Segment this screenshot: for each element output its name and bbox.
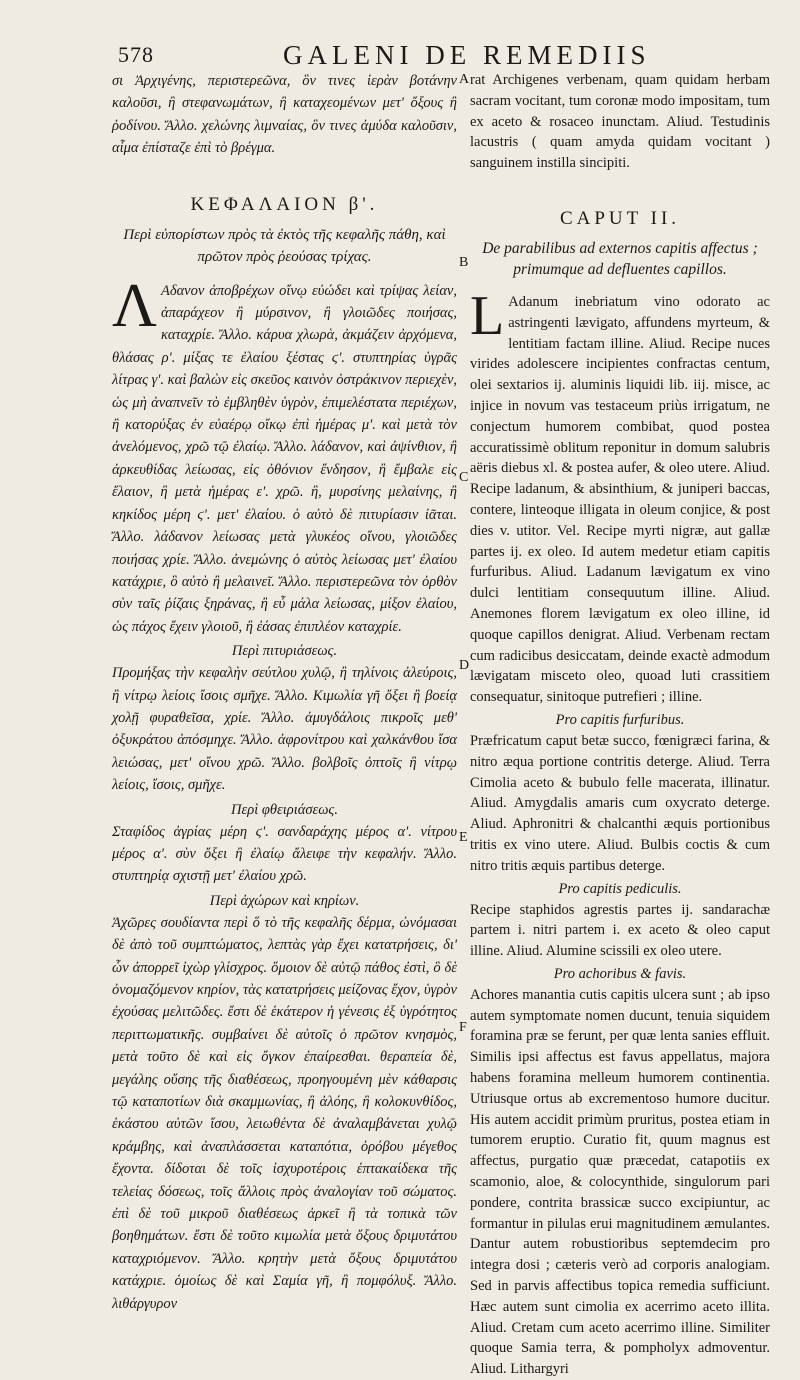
latin-paragraph-3: Recipe staphidos agrestis partes ij. sandarachæ partem i. nitri partem i. ex aceto & oleo caput illine. Aliud. Alumine scissili ex oleo utere.: [470, 901, 770, 960]
margin-marker-e: E: [459, 830, 468, 845]
margin-marker-c: C: [459, 470, 469, 485]
greek-column: [112, 70, 457, 1315]
latin-paragraph-2: Præfricatum caput betæ succo, fœnigræci farina, & nitro æqua portione contritis deterge. Aliud. Terra Cimolia aceto & bubulo felle macerata, illinatur. Aliud. Amygdalis amaris cum oxycrato deterge. Aliud. Aphronitri & chalcanthi æquis portionibus tritis ex vino utere. Aliud. Bulbis coctis & cum nitro tritis æquis partibus deterge.: [470, 732, 770, 874]
margin-marker-b: B: [459, 255, 469, 270]
margin-marker-a: A: [459, 72, 470, 87]
greek-chapter-subtitle: Περὶ εὐπορίστων πρὸς τὰ ἐκτὸς τῆς κεφαλῆς πάθη, καὶ πρῶτον πρὸς ῥεούσας τρίχας.: [123, 226, 446, 265]
latin-paragraph-4: Achores manantia cutis capitis ulcera sunt ; ab ipso autem symptomate nomen ducunt, tenuia siquidem foramina præ se ferunt, per quæ lenta sanies effluit. Similis ipsi affectus est favus appellatus, majora habens foramina melleum humorem continentia. Utriusque ortus ab excrementoso humore ducitur. His autem accidit primùm pruritus, postea etiam in tumorem eruptio. Curatio fit, quum magnus est affectus, purgatio quæ præcedat, catapotiis ex scamonio, aloe, & colocynthide, singulorum pari pondere, contrita brassicæ succo excipiuntur, ac formantur in pilulas erui magnitudinem æmulantes. Dantur autem robustioribus septemdecim pro integra dosi ; cæteris verò ad corporis analogiam. Sed in parvis affectibus topica remedia sufficiunt. Hæc autem sunt cimolia ex acerrimo aceto illita. Aliud. Cretam cum aceto acerrimo illine. Similiter quoque Samia terra, & pompholyx admoventur. Aliud. Lithargyri: [470, 986, 770, 1378]
greek-paragraph-1-text: Αδανον ἀποβρέχων οἴνῳ εὐώδει καὶ τρίψας λείαν, ἀπαράχεον ἢ μύρσινον, ἢ γλοιῶδες ποιήσας, καταχρίε. Ἄλλο. κάρυα χλωρὰ, ἀκμάζειν ἀρχόμενα, θλάσας ρ'. μίξας τε ἐλαίου ξέστας ϛ'. στυπτηρίας ὑγρᾶς λίτρας γ'. καὶ βαλὼν εἰς σκεῦος καινὸν ὀστράκινον περιεχὲν, ὡς μὴ ἀναπνεῖν τὸ ἐμβληθὲν ὑγρὸν, ἐπιμελέστατα περιέχων, ἢ κατορύξας ἐν εὐαέρῳ οἴκῳ ἐπὶ ἡμέρας μ'. καὶ μετὰ τὸν ἀνελόμενος, χρῶ τῷ ἐλαίῳ. Ἄλλο. λάδανον, καὶ ἀψίνθιον, ἢ ἀρκευθίδας λείωσας, εἰς ὀθόνιον ἔνδησον, ἢ ἔμβαλε εἰς ἔλαιον, ἢ μετὰ ἡμέρας ε'. χρῶ. ἢ, μυρσίνης μελαίνης, ἢ κηκίδος μέρη ϛ'. μετ' ἐλαίου. ὁ αὐτὸ δὲ πιτυρίασιν ἰᾶται. Ἄλλο. λάδανον λείωσας μετὰ γλυκέος οἴνου, γλοιῶδες ποιήσας χρίε. Ἄλλο. ἀνεμώνης ὁ αὐτὸς λείωσας μετ' ἐλαίου κατάχριε, ὃ αὐτὸ ἢ μελαινεῖ. Ἄλλο. περιστερεῶνα τὸν ὀρθὸν σὺν ταῖς ῥίζαις ξηράνας, ἢ εὖ μάλα λείωσας, μίξον ἐλαίου, ὡς πάχος ἔχειν γλοιοῦ, ἢ ἐάσας ἐπιπλέον καταχρίε.: [112, 282, 457, 635]
greek-paragraph-1: [112, 271, 457, 639]
greek-paragraph-3: Σταφίδος ἀγρίας μέρη ϛ'. σανδαράχης μέρος α'. νίτρου μέρος α'. σὺν ὄξει ἢ ἐλαίῳ ἄλειφε τὴν κεφαλήν. Ἄλλο. στυπτηρίᾳ σχιστῇ μετ' ἐλαίου χρῶ.: [112, 823, 457, 885]
latin-paragraph-1-text: Adanum inebriatum vino odorato ac astringenti lævigato, affundens myrteum, & lentitiam factam illine. Aliud. Recipe nuces virides adolescere incipientes confractas centum, olei sextarios ij. aluminis liquidi lib. iij. misce, ac injice in novum vas testaceum priùs irrigatum, ne conjectum humorem combibat, quod postea accuratissimè oblitum reponitur in domum salubris aëris diebus xl. & postea aufer, & oleo utere. Aliud. Recipe ladanum, & absinthium, & juniperi baccas, contere, linteoque illigata in oleum conjice, & post dies v. utitor. Vel. Recipe myrti nigræ, aut gallæ partes ij. ex oleo. Id autem medetur etiam capitis furfuribus. Aliud. Ladanum lævigatum ex vino dulci lentitiam consequutum illine. Aliud. Anemones florem lævigatum ex oleo illine, id quoque capillos denigrat. Aliud. Verbenam rectam cum radicibus desiccatam, deinde exactè admodum lævigatam misceto oleo, quoad luti crassitiem consequatur, sinitoque putrefieri ; illine.: [470, 293, 770, 706]
greek-dropcap: Λ: [112, 271, 157, 340]
greek-paragraph-2: Προμήξας τὴν κεφαλὴν σεύτλου χυλῷ, ἢ τηλίνοις ἀλεύροις, ἢ νίτρῳ λείοις ἴσοις σμῆχε. Ἄλλο. Κιμωλία γῆ ὄξει ἢ βοείᾳ χολῇ φυραθεῖσα, χρίε. Ἄλλο. ἀμυγδάλοις πικροῖς μεθ' ὀξυκράτου ἀπόσμηχε. Ἄλλο. ἀφρονίτρου καὶ χαλκάνθου ἴσα λειώσας, μετ' οἴνου χρῶ. Ἄλλο. βολβοῖς ὀπτοῖς ἢ νίτρῳ λείοις, ἴσοις, σμῆχε.: [112, 665, 457, 794]
running-title: GALENI DE REMEDIIS: [283, 40, 651, 70]
running-head: [118, 40, 758, 74]
margin-marker-d: D: [459, 658, 470, 673]
greek-heading-pityriasis: Περὶ πιτυριάσεως.: [231, 643, 338, 660]
latin-dropcap: L: [470, 284, 505, 347]
latin-heading-achores: Pro achoribus & favis.: [553, 965, 687, 982]
latin-heading-furfures: Pro capitis furfuribus.: [555, 711, 685, 728]
greek-paragraph-4: Ἀχῶρες σουδίαντα περὶ ὅ τὸ τῆς κεφαλῆς δέρμα, ὠνόμασαι δὲ ἀπὸ τοῦ συμπτώματος, λεπτὰς γὰρ ἔχει κατατρήσεις, δι' ὧν ἀπορρεῖ ἰχὼρ γλίσχρος. ὅμοιον δὲ αὐτῷ πάθος ἐστὶ, ὃ δὲ ὀνομαζόμενον κηρίον, τὰς κατατρήσεις μείζονας ἔχον, ὑγρὸν ἐχούσας μελιτῶδες. ἔστι δὲ ἑκάτερον ἡ γένεσις ἐξ ὑγρότητος περιττωματικῆς. συμβαίνει δὲ αὐτοῖς ὁ πρῶτον κνησμὸς, μετὰ τοῦτο δὲ καὶ εἰς ὄγκον ἐπαίρεσθαι. θεραπεία δὲ, μεγάλης οὔσης τῆς διαθέσεως, προηγουμένη μὲν κάθαρσις τῷ καταποτίων διὰ σκαμμωνίας, ἢ ἀλόης, ἢ κολοκυνθίδος, ἑκάστου αὐτῶν ἴσου, λειωθέντα δὲ ἀναλαμβάνεται χυλῷ κράμβης, καὶ ἀναπλάσσεται καταπότια, ὀρόβου μέγεθος ἔχοντα. δίδοται δὲ τοῖς ἰσχυροτέροις ἑπτακαίδεκα τῆς τελείας δόσεως, τοῖς ἄλλοις πρὸς ἀναλογίαν τοῦ σώματος. ἐπὶ δὲ τοῦ μικροῦ διαθέσεως ἀρκεῖ ἢ τὰ τοπικὰ τῶν βοηθημάτων. ἔστι δὲ τοῦτο κιμωλία μετὰ ὄξους δριμυτάτου καταχριόμενον. Ἄλλο. κρητὴν μετὰ ὄξους δριμυτάτου κατάχριε. ὁμοίως δὲ καὶ Σαμία γῆ, ἢ πομφόλυξ. Ἄλλο. λιθάργυρον: [112, 914, 457, 1312]
greek-heading-achores: Περὶ ἀχώρων καὶ κηρίων.: [209, 892, 360, 909]
greek-intro-paragraph: σι Ἀρχιγένης, περιστερεῶνα, ὃν τινες ἱερὰν βοτάνην καλοῦσι, ἢ στεφανωμάτων, ἢ καταχεομένων μετ' ὄξους ἢ ῥοδίνου. Ἄλλο. χελώνης λιμναίας, ὃν τινες ἀμύδα καλοῦσιν, αἷμα ἐπίσταζε ἐπὶ τὸ βρέγμα.: [112, 73, 457, 157]
page-number: 578: [118, 42, 154, 67]
latin-column: [470, 70, 770, 1380]
latin-intro-paragraph: rat Archigenes verbenam, quam quidam herbam sacram vocitant, tum coronæ modo impositam, tum ex aceto & rosaceo inunctam. Aliud. Testudinis lacustris ( quam amyda quidam vocitant ) sanguinem instilla sincipiti.: [470, 72, 770, 172]
latin-paragraph-1: [470, 284, 770, 708]
greek-chapter-title: ΚΕΦΑΛΑΙΟΝ β'.: [190, 193, 379, 215]
latin-chapter-title: CAPUT II.: [559, 207, 681, 229]
greek-heading-phthiriasis: Περὶ φθειριάσεως.: [231, 801, 338, 818]
latin-chapter-subtitle: De parabilibus ad externos capitis affectus ; primumque ad defluentes capillos.: [482, 239, 758, 278]
margin-marker-f: F: [459, 1020, 467, 1035]
latin-heading-pediculi: Pro capitis pediculis.: [558, 880, 682, 897]
